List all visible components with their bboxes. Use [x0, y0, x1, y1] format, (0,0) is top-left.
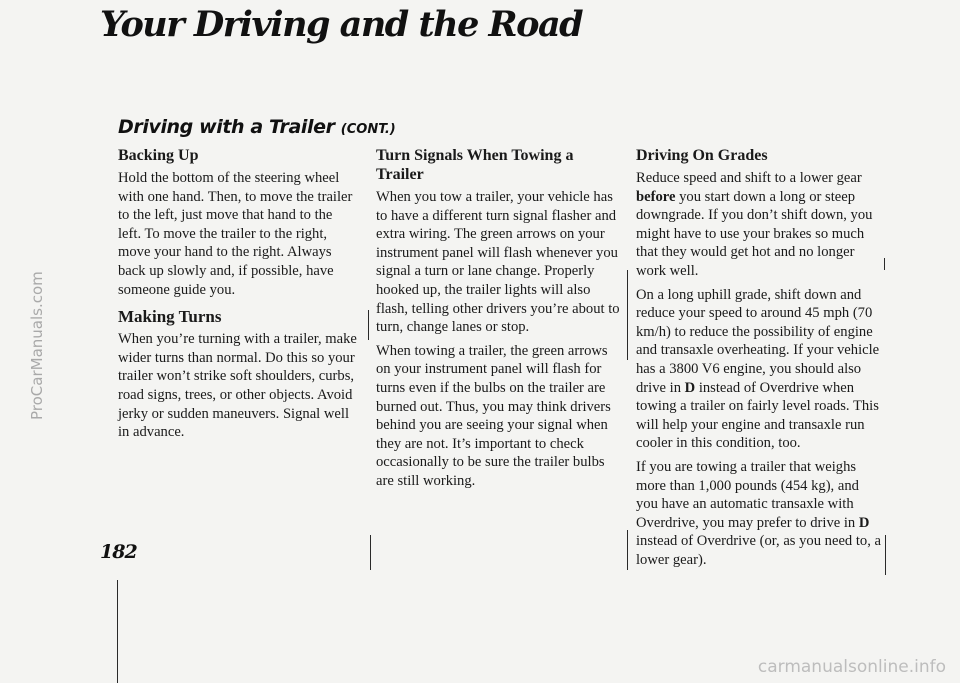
divider-column-3 [627, 270, 628, 360]
text-run: On a long uphill grade, shift down and reduce your speed to around 45 mph (70 km/h) to reduce the possibility of engine and transaxle overheating. If your vehicle has a 3800 V6 engine, you should also drive in [636, 286, 880, 396]
divider-right-1 [884, 258, 885, 270]
column-turn-signals [376, 146, 620, 496]
text-run: If you are towing a trailer that weighs more than 1,000 pounds (454 kg), and you have an automatic transaxle with Overdrive, you may prefer to drive in [636, 458, 859, 531]
text-run: you start down a long or steep downgrade. If you don’t shift down, you might have to use your brakes so much that they would get hot and no longer work well. [636, 188, 873, 279]
page-number: 182 [100, 541, 137, 563]
paragraph-turn-signals-1: When you tow a trailer, your vehicle has to have a different turn signal flasher and extra wiring. The green arrows on your instrument panel will flash whenever you signal a turn or lane change. Properly hooked up, the trailer lights will also flash, telling other drivers you’re about to turn, change lanes or stop. [376, 189, 620, 336]
section-title-text: Driving with a Trailer [118, 116, 335, 138]
paragraph-turn-signals-2: When towing a trailer, the green arrows on your instrument panel will flash for turns even if the bulbs on the trailer are burned out. Thus, you may think drivers behind you are seeing your signal when they are not. It’s important to check occasionally to be sure the trailer bulbs are still working. [376, 342, 611, 489]
section-cont-label: (CONT.) [340, 122, 396, 137]
bold-d: D [684, 379, 696, 396]
bold-before: before [636, 188, 676, 205]
paragraph-making-turns: When you’re turning with a trailer, make wider turns than normal. Do this so your trailer won’t strike soft shoulders, curbs, road signs, trees, or other objects. Avoid jerky or sudden maneuvers. Signal well in advance. [118, 331, 357, 441]
paragraph-grades-1 [636, 169, 882, 281]
divider-column-2 [370, 535, 371, 570]
divider-column-1 [368, 310, 369, 340]
chapter-title: Your Driving and the Road [100, 4, 583, 45]
divider-right-2 [885, 535, 886, 575]
watermark-bottom: carmanualsonline.info [757, 657, 946, 677]
text-run: instead of Overdrive (or, as you need to, a lower gear). [636, 533, 881, 568]
paragraph-grades-2 [636, 286, 882, 453]
watermark-side: ProCarManuals.com [28, 271, 46, 420]
heading-making-turns: Making Turns [118, 307, 222, 327]
divider-column-4 [627, 530, 628, 570]
heading-backing-up: Backing Up [118, 147, 199, 164]
column-backing-and-turns [118, 146, 358, 447]
paragraph-grades-3 [636, 458, 882, 570]
column-driving-on-grades [636, 146, 882, 574]
text-run: Reduce speed and shift to a lower gear [636, 170, 862, 186]
divider-left-margin [117, 580, 118, 683]
text-run: instead of Overdrive when towing a trailer on fairly level roads. This will help your engine and transaxle run cooler in this condition, too. [636, 379, 879, 452]
section-title [118, 116, 396, 138]
paragraph-backing-up: Hold the bottom of the steering wheel with one hand. Then, to move the trailer to the left, just move that hand to the left. To move the trailer to the right, move your hand to the right. Always back up slowly and, if possible, have someone guide you. [118, 170, 353, 298]
bold-d: D [858, 514, 870, 531]
heading-turn-signals: Turn Signals When Towing a Trailer [376, 147, 574, 183]
heading-driving-on-grades: Driving On Grades [636, 147, 768, 164]
